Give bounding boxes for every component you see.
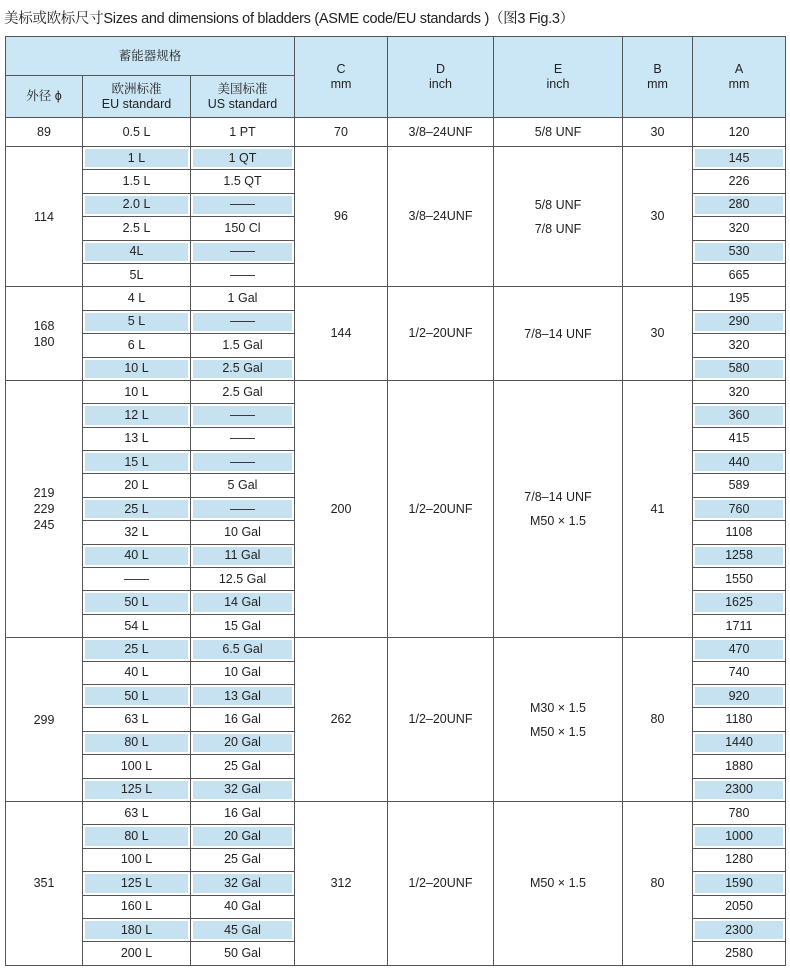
us-standard-cell: 16 Gal: [191, 708, 295, 731]
c-cell: 312: [295, 801, 388, 965]
a-cell: 530: [693, 240, 786, 263]
e-cell: [494, 638, 623, 802]
a-cell: 290: [693, 310, 786, 333]
us-standard-cell: 2.5 Gal: [191, 357, 295, 380]
header-spec: 蓄能器规格: [6, 37, 295, 76]
outer-diameter-value: 229: [33, 502, 55, 517]
eu-standard-cell: 25 L: [83, 497, 191, 520]
us-standard-cell: 12.5 Gal: [191, 568, 295, 591]
a-cell: 145: [693, 147, 786, 170]
table-row: [6, 638, 786, 661]
header-e-label: E: [553, 62, 563, 76]
eu-standard-cell: 63 L: [83, 801, 191, 824]
eu-standard-cell: 10 L: [83, 380, 191, 403]
eu-standard-cell: 80 L: [83, 825, 191, 848]
us-standard-cell: 40 Gal: [191, 895, 295, 918]
outer-diameter-cell: [6, 380, 83, 637]
d-cell: 1/2–20UNF: [388, 638, 494, 802]
eu-standard-cell: 54 L: [83, 614, 191, 637]
header-d-unit: inch: [429, 77, 452, 91]
table-row: [6, 380, 786, 403]
a-cell: 320: [693, 334, 786, 357]
eu-standard-cell: 13 L: [83, 427, 191, 450]
a-cell: 360: [693, 404, 786, 427]
header-us-cn: 美国标准: [217, 81, 268, 96]
us-standard-cell: ——: [191, 451, 295, 474]
a-cell: 760: [693, 497, 786, 520]
header-d-label: D: [435, 62, 446, 76]
a-cell: 415: [693, 427, 786, 450]
eu-standard-cell: 50 L: [83, 684, 191, 707]
outer-diameter-cell: [6, 638, 83, 802]
a-cell: 1108: [693, 521, 786, 544]
us-standard-cell: 50 Gal: [191, 942, 295, 965]
us-standard-cell: ——: [191, 497, 295, 520]
a-cell: 1550: [693, 568, 786, 591]
outer-diameter-value: 180: [33, 334, 55, 349]
a-cell: 1180: [693, 708, 786, 731]
outer-diameter-cell: [6, 118, 83, 147]
header-b-label: B: [653, 62, 662, 76]
a-cell: 780: [693, 801, 786, 824]
header-b-unit: mm: [647, 77, 668, 91]
header-b: [623, 37, 693, 118]
outer-diameter-value: 114: [34, 209, 54, 224]
c-cell: 200: [295, 380, 388, 637]
us-standard-cell: 13 Gal: [191, 684, 295, 707]
us-standard-cell: 10 Gal: [191, 661, 295, 684]
e-value: M30 × 1.5: [530, 700, 586, 715]
us-standard-cell: ——: [191, 427, 295, 450]
eu-standard-cell: 125 L: [83, 778, 191, 801]
a-cell: 195: [693, 287, 786, 310]
d-cell: 1/2–20UNF: [388, 287, 494, 381]
us-standard-cell: ——: [191, 310, 295, 333]
table-row: [6, 287, 786, 310]
a-cell: 226: [693, 170, 786, 193]
us-standard-cell: 6.5 Gal: [191, 638, 295, 661]
d-cell: 3/8–24UNF: [388, 147, 494, 287]
us-standard-cell: 1 Gal: [191, 287, 295, 310]
b-cell: 80: [623, 638, 693, 802]
eu-standard-cell: 15 L: [83, 451, 191, 474]
eu-standard-cell: 5L: [83, 263, 191, 286]
us-standard-cell: 1.5 QT: [191, 170, 295, 193]
us-standard-cell: ——: [191, 240, 295, 263]
table-group: [6, 801, 786, 965]
table-group: [6, 147, 786, 287]
a-cell: 1000: [693, 825, 786, 848]
outer-diameter-value: 89: [37, 125, 51, 139]
e-cell: [494, 380, 623, 637]
e-value: 7/8–14 UNF: [524, 490, 592, 505]
header-d: [388, 37, 494, 118]
a-cell: 320: [693, 380, 786, 403]
us-standard-cell: 11 Gal: [191, 544, 295, 567]
us-standard-cell: ——: [191, 193, 295, 216]
a-cell: 1258: [693, 544, 786, 567]
eu-standard-cell: 6 L: [83, 334, 191, 357]
b-cell: 41: [623, 380, 693, 637]
header-c: [295, 37, 388, 118]
outer-diameter-value: 299: [33, 712, 55, 727]
outer-diameter-cell: [6, 147, 83, 287]
a-cell: 1280: [693, 848, 786, 871]
d-cell: 1/2–20UNF: [388, 380, 494, 637]
eu-standard-cell: 125 L: [83, 872, 191, 895]
e-cell: [494, 801, 623, 965]
b-cell: 30: [623, 147, 693, 287]
us-standard-cell: ——: [191, 404, 295, 427]
e-value: M50 × 1.5: [530, 724, 586, 739]
a-cell: 1590: [693, 872, 786, 895]
header-outer: 外径 ϕ: [6, 76, 83, 118]
header-c-unit: mm: [330, 77, 352, 91]
a-cell: 589: [693, 474, 786, 497]
d-cell: 3/8–24UNF: [388, 118, 494, 147]
outer-diameter-value: 245: [33, 518, 55, 533]
e-value: 5/8 UNF: [534, 197, 582, 212]
eu-standard-cell: 100 L: [83, 755, 191, 778]
a-cell: 665: [693, 263, 786, 286]
b-cell: 30: [623, 287, 693, 381]
header-eu-en: EU standard: [101, 96, 172, 111]
header-e: [494, 37, 623, 118]
a-cell: 470: [693, 638, 786, 661]
eu-standard-cell: 2.5 L: [83, 217, 191, 240]
table-row: [6, 147, 786, 170]
outer-diameter-value: 219: [33, 486, 55, 501]
header-us-en: US standard: [207, 96, 278, 111]
outer-diameter-cell: [6, 801, 83, 965]
outer-diameter-value: 168: [33, 318, 55, 333]
table-row: [6, 801, 786, 824]
eu-standard-cell: 200 L: [83, 942, 191, 965]
e-cell: [494, 118, 623, 147]
a-cell: 2580: [693, 942, 786, 965]
table-group: [6, 638, 786, 802]
a-cell: 580: [693, 357, 786, 380]
table-row: [6, 118, 786, 147]
us-standard-cell: 25 Gal: [191, 755, 295, 778]
eu-standard-cell: 80 L: [83, 731, 191, 754]
eu-standard-cell: 1.5 L: [83, 170, 191, 193]
a-cell: 120: [693, 118, 786, 147]
header-a: [693, 37, 786, 118]
us-standard-cell: 14 Gal: [191, 591, 295, 614]
outer-diameter-value: 351: [33, 876, 55, 891]
a-cell: 2300: [693, 778, 786, 801]
a-cell: 1880: [693, 755, 786, 778]
a-cell: 2050: [693, 895, 786, 918]
bladder-dimensions-table: [5, 36, 786, 966]
table-header: [6, 37, 786, 118]
e-value: M50 × 1.5: [530, 876, 586, 891]
page-title: 美标或欧标尺寸Sizes and dimensions of bladders (ASME code/EU standards )（图3 Fig.3）: [4, 11, 574, 27]
a-cell: 2300: [693, 918, 786, 941]
header-us: [191, 76, 295, 118]
e-cell: [494, 287, 623, 381]
table-group: [6, 287, 786, 381]
us-standard-cell: 150 Cl: [191, 217, 295, 240]
eu-standard-cell: 4 L: [83, 287, 191, 310]
us-standard-cell: 20 Gal: [191, 731, 295, 754]
eu-standard-cell: ——: [83, 568, 191, 591]
eu-standard-cell: 20 L: [83, 474, 191, 497]
c-cell: 96: [295, 147, 388, 287]
eu-standard-cell: 4L: [83, 240, 191, 263]
eu-standard-cell: 40 L: [83, 661, 191, 684]
eu-standard-cell: 40 L: [83, 544, 191, 567]
c-cell: 144: [295, 287, 388, 381]
a-cell: 320: [693, 217, 786, 240]
d-cell: 1/2–20UNF: [388, 801, 494, 965]
header-eu-cn: 欧洲标准: [111, 81, 162, 96]
b-cell: 30: [623, 118, 693, 147]
eu-standard-cell: 1 L: [83, 147, 191, 170]
a-cell: 1440: [693, 731, 786, 754]
outer-diameter-cell: [6, 287, 83, 381]
eu-standard-cell: 5 L: [83, 310, 191, 333]
eu-standard-cell: 160 L: [83, 895, 191, 918]
us-standard-cell: 5 Gal: [191, 474, 295, 497]
us-standard-cell: 45 Gal: [191, 918, 295, 941]
eu-standard-cell: 10 L: [83, 357, 191, 380]
us-standard-cell: 15 Gal: [191, 614, 295, 637]
us-standard-cell: 10 Gal: [191, 521, 295, 544]
eu-standard-cell: 63 L: [83, 708, 191, 731]
a-cell: 920: [693, 684, 786, 707]
eu-standard-cell: 12 L: [83, 404, 191, 427]
us-standard-cell: 2.5 Gal: [191, 380, 295, 403]
us-standard-cell: 1 PT: [191, 118, 295, 147]
table-group: [6, 380, 786, 637]
us-standard-cell: ——: [191, 263, 295, 286]
e-value: M50 × 1.5: [530, 514, 586, 529]
e-value: 7/8–14 UNF: [524, 326, 592, 341]
c-cell: 262: [295, 638, 388, 802]
us-standard-cell: 20 Gal: [191, 825, 295, 848]
header-e-unit: inch: [546, 77, 570, 91]
eu-standard-cell: 32 L: [83, 521, 191, 544]
eu-standard-cell: 2.0 L: [83, 193, 191, 216]
e-value: 5/8 UNF: [534, 125, 582, 139]
eu-standard-cell: 100 L: [83, 848, 191, 871]
a-cell: 1625: [693, 591, 786, 614]
b-cell: 80: [623, 801, 693, 965]
eu-standard-cell: 50 L: [83, 591, 191, 614]
eu-standard-cell: 25 L: [83, 638, 191, 661]
c-cell: 70: [295, 118, 388, 147]
e-value: 7/8 UNF: [534, 221, 582, 236]
a-cell: 1711: [693, 614, 786, 637]
us-standard-cell: 1 QT: [191, 147, 295, 170]
table-group: [6, 118, 786, 147]
header-a-unit: mm: [728, 77, 750, 91]
eu-standard-cell: 180 L: [83, 918, 191, 941]
us-standard-cell: 16 Gal: [191, 801, 295, 824]
e-cell: [494, 147, 623, 287]
us-standard-cell: 32 Gal: [191, 778, 295, 801]
us-standard-cell: 32 Gal: [191, 872, 295, 895]
a-cell: 280: [693, 193, 786, 216]
header-a-label: A: [734, 62, 744, 76]
eu-standard-cell: 0.5 L: [83, 118, 191, 147]
us-standard-cell: 25 Gal: [191, 848, 295, 871]
a-cell: 440: [693, 451, 786, 474]
header-eu: [83, 76, 191, 118]
a-cell: 740: [693, 661, 786, 684]
header-c-label: C: [336, 62, 346, 76]
us-standard-cell: 1.5 Gal: [191, 334, 295, 357]
